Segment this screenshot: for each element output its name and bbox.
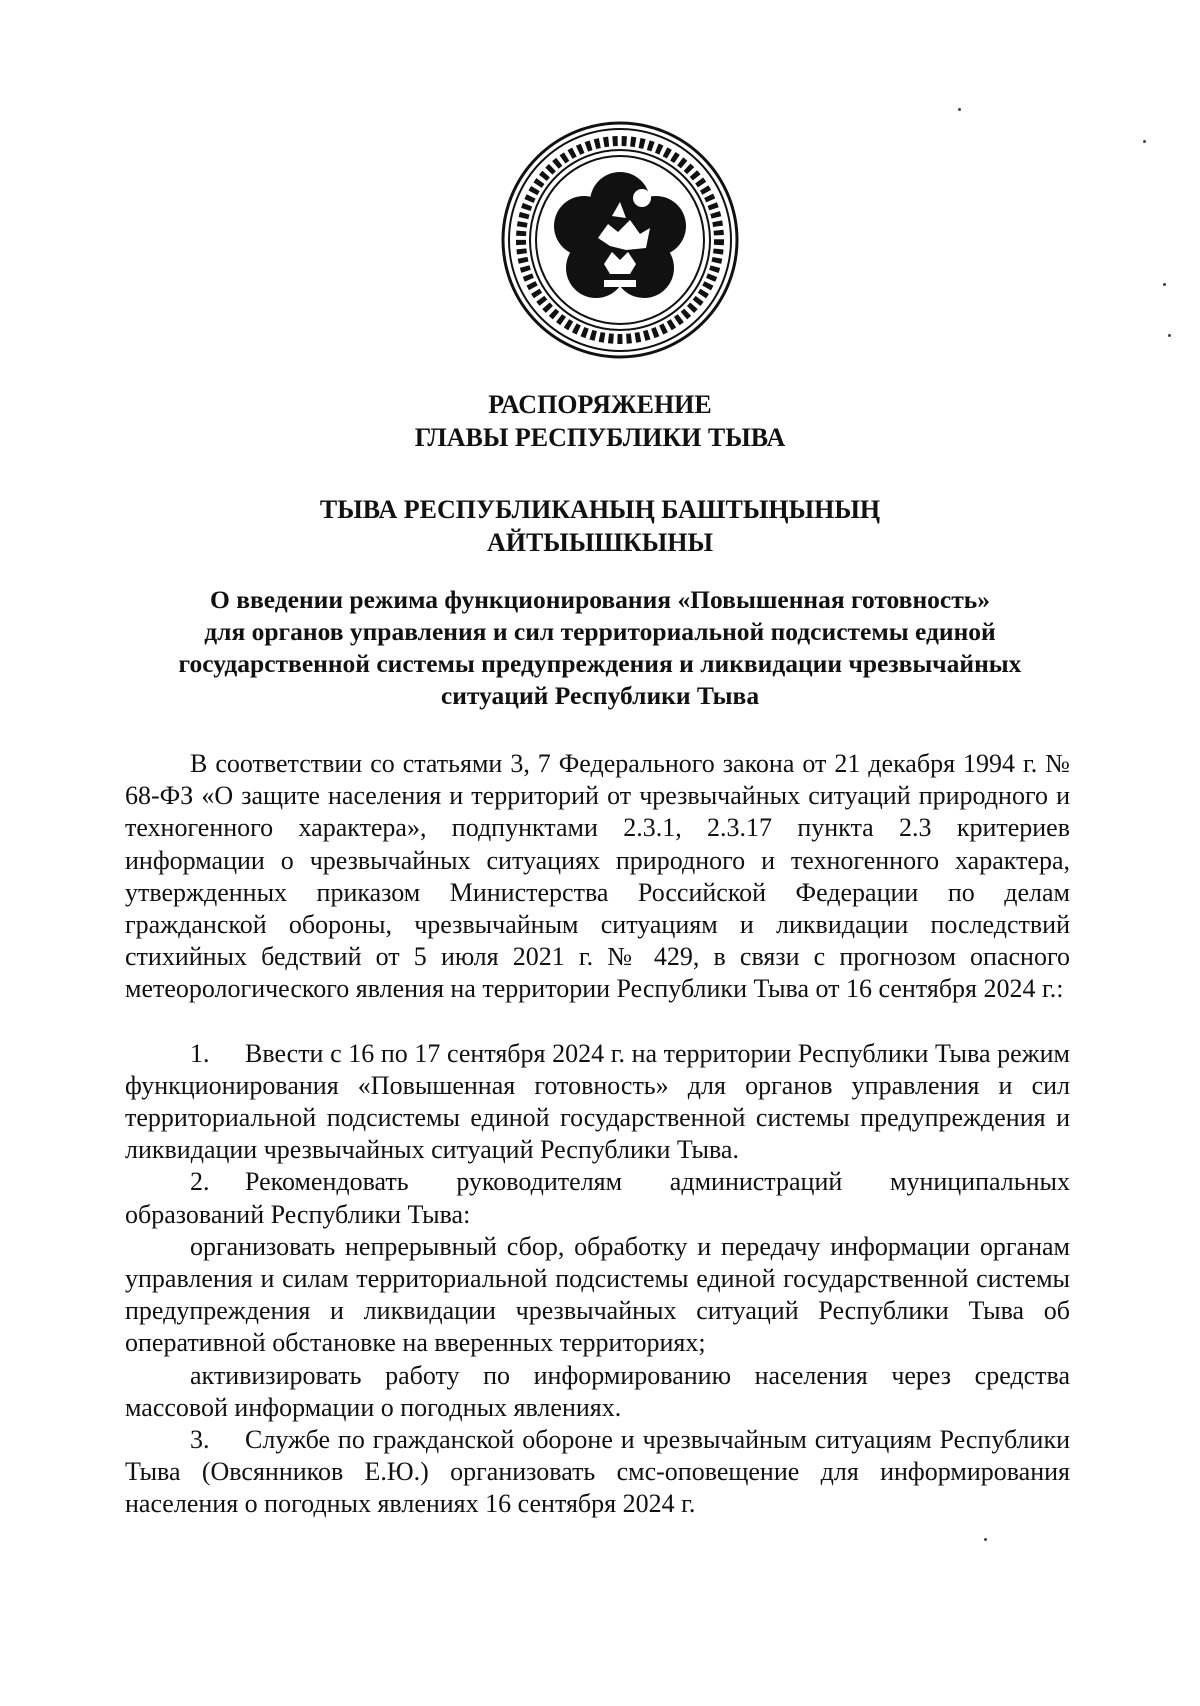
tuva-emblem-icon	[500, 120, 740, 360]
scan-speck	[1163, 283, 1166, 286]
item-2-subparagraph: активизировать работу по информированию населения через средства массовой информации о погодных явлениях.	[125, 1360, 1070, 1422]
document-title	[150, 388, 1050, 454]
item-3-paragraph	[125, 1424, 1070, 1521]
scan-speck	[958, 108, 961, 111]
tyvan-title-line: АЙТЫЫШКЫНЫ	[486, 528, 714, 557]
item-text: Ввести с 16 по 17 сентября 2024 г. на территории Республики Тыва режим функционирования «Повышенная готовность» для органов управления и сил территориальной подсистемы единой государственной системы предупреждения и ликвидации чрезвычайных ситуаций Республики Тыва.	[125, 1038, 1070, 1165]
title-line: ГЛАВЫ РЕСПУБЛИКИ ТЫВА	[414, 423, 786, 452]
item-2-paragraph	[125, 1166, 1070, 1230]
title-line: РАСПОРЯЖЕНИЕ	[488, 390, 712, 419]
subject-line: О введении режима функционирования «Повышенная готовность»	[210, 585, 990, 614]
document-body	[125, 748, 1070, 1521]
subject-line: ситуаций Республики Тыва	[440, 681, 760, 710]
item-text: Рекомендовать руководителям администраций муниципальных образований Республики Тыва:	[125, 1167, 1070, 1229]
tyvan-title-line: ТЫВА РЕСПУБЛИКАНЫҢ БАШТЫҢЫНЫҢ	[319, 495, 881, 524]
coat-of-arms-emblem	[500, 120, 740, 360]
item-text: Службе по гражданской обороне и чрезвычайным ситуациям Республики Тыва (Овсянников Е.Ю.) организовать смс-оповещение для информирования населения о погодных явлениях 16 сентября 2024 г.	[125, 1425, 1070, 1519]
scan-speck	[984, 1538, 987, 1541]
item-number: 3.	[190, 1425, 210, 1455]
item-1-paragraph	[125, 1038, 1070, 1167]
scan-speck	[1168, 334, 1171, 337]
document-subject	[150, 584, 1050, 712]
item-number: 1.	[190, 1038, 210, 1068]
scan-speck	[1143, 140, 1146, 143]
item-number: 2.	[190, 1167, 210, 1197]
item-2-subparagraph: организовать непрерывный сбор, обработку и передачу информации органам управления и силам территориальной подсистемы единой государственной системы предупреждения и ликвидации чрезвычайных ситуаций Республики Тыва об оперативной обстановке на вверенных территориях;	[125, 1231, 1070, 1358]
subject-line: государственной системы предупреждения и ликвидации чрезвычайных	[178, 649, 1022, 678]
preamble-paragraph: В соответствии со статьями 3, 7 Федерального закона от 21 декабря 1994 г. № 68-ФЗ «О защите населения и территорий от чрезвычайных ситуаций природного и техногенного характера», подпунктами 2.3.1, 2.3.17 пункта 2.3 критериев информации о чрезвычайных ситуациях природного и техногенного характера, утвержденных приказом Министерства Российской Федерации по делам гражданской обороны, чрезвычайным ситуациям и ликвидации последствий стихийных бедствий от 5 июля 2021 г. № 429, в связи с прогнозом опасного метеорологического явления на территории Республики Тыва от 16 сентября 2024 г.:	[125, 749, 1070, 1004]
subject-line: для органов управления и сил территориальной подсистемы единой	[204, 617, 996, 646]
document-title-tyvan	[150, 493, 1050, 559]
